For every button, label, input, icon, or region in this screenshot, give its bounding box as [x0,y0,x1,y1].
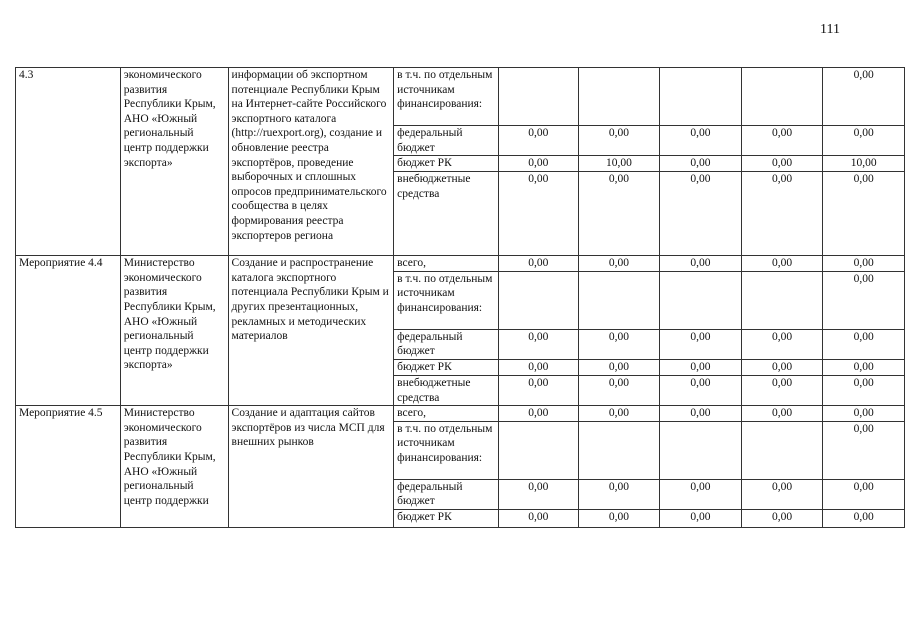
amount-cell [660,421,742,479]
amount-cell [578,271,660,329]
amount-cell: 0,00 [823,329,905,359]
amount-cell: 0,00 [823,509,905,527]
funding-source-cell: бюджет РК [394,359,499,375]
funding-source-cell: в т.ч. по отдельным источникам финансирования: [394,271,499,329]
funding-source-cell: федеральный бюджет [394,329,499,359]
amount-cell: 0,00 [823,421,905,479]
amount-cell: 0,00 [741,126,823,156]
amount-cell: 0,00 [578,256,660,272]
description-cell: информации об экспортном потенциале Республики Крым на Интернет-сайте Российского экспортного каталога (http://ruexport.org), создание и обновление реестра экспортёров, проведение выборочных и сплошных опросов предпринимательского сообщества в целях формирования реестра экспортеров региона [228,68,394,256]
amount-cell: 10,00 [578,156,660,172]
page-number: 111 [820,22,840,37]
amount-cell: 0,00 [823,172,905,256]
amount-cell: 0,00 [823,479,905,509]
funding-source-cell: бюджет РК [394,509,499,527]
amount-cell: 0,00 [823,126,905,156]
amount-cell: 0,00 [499,479,579,509]
amount-cell: 0,00 [578,329,660,359]
amount-cell: 0,00 [499,406,579,422]
event-number-cell: Мероприятие 4.5 [16,406,121,528]
amount-cell [660,68,742,126]
amount-cell [499,421,579,479]
amount-cell: 0,00 [499,172,579,256]
amount-cell: 0,00 [578,126,660,156]
amount-cell [660,271,742,329]
amount-cell: 0,00 [499,375,579,405]
amount-cell: 0,00 [741,509,823,527]
amount-cell [499,271,579,329]
amount-cell: 0,00 [660,172,742,256]
amount-cell: 0,00 [741,479,823,509]
funding-source-cell: всего, [394,256,499,272]
event-number-cell: Мероприятие 4.4 [16,256,121,406]
funding-source-cell: внебюджетные средства [394,375,499,405]
amount-cell [741,68,823,126]
amount-cell [578,421,660,479]
amount-cell: 0,00 [578,509,660,527]
amount-cell: 0,00 [660,126,742,156]
amount-cell: 0,00 [660,156,742,172]
amount-cell: 0,00 [823,375,905,405]
amount-cell: 0,00 [499,256,579,272]
table-row [16,406,905,422]
funding-source-cell: в т.ч. по отдельным источникам финансирования: [394,421,499,479]
amount-cell: 0,00 [823,406,905,422]
executor-cell: Министерство экономического развития Республики Крым, АНО «Южный региональный центр поддержки [120,406,228,528]
amount-cell [741,271,823,329]
amount-cell [499,68,579,126]
table-row [16,256,905,272]
amount-cell: 0,00 [499,156,579,172]
amount-cell: 0,00 [578,479,660,509]
amount-cell: 0,00 [660,256,742,272]
amount-cell: 0,00 [741,329,823,359]
amount-cell [578,68,660,126]
funding-source-cell: всего, [394,406,499,422]
amount-cell: 0,00 [823,256,905,272]
amount-cell: 0,00 [660,406,742,422]
funding-source-cell: бюджет РК [394,156,499,172]
amount-cell: 0,00 [660,329,742,359]
amount-cell: 0,00 [823,359,905,375]
executor-cell: Министерство экономического развития Республики Крым, АНО «Южный региональный центр поддержки экспорта» [120,256,228,406]
amount-cell: 0,00 [741,172,823,256]
amount-cell: 0,00 [578,406,660,422]
amount-cell: 0,00 [578,359,660,375]
amount-cell: 0,00 [660,509,742,527]
financing-table [15,67,905,528]
amount-cell [741,421,823,479]
amount-cell: 0,00 [578,375,660,405]
funding-source-cell: федеральный бюджет [394,126,499,156]
amount-cell: 0,00 [499,329,579,359]
amount-cell: 0,00 [660,359,742,375]
funding-source-cell: внебюджетные средства [394,172,499,256]
funding-source-cell: в т.ч. по отдельным источникам финансирования: [394,68,499,126]
table-row [16,68,905,126]
amount-cell: 0,00 [741,406,823,422]
amount-cell: 0,00 [660,375,742,405]
amount-cell: 0,00 [578,172,660,256]
event-number-cell: 4.3 [16,68,121,256]
amount-cell: 0,00 [499,359,579,375]
description-cell: Создание и распространение каталога экспортного потенциала Республики Крым и других презентационных, рекламных и методических материалов [228,256,394,406]
amount-cell: 0,00 [499,509,579,527]
amount-cell: 0,00 [660,479,742,509]
amount-cell: 0,00 [823,68,905,126]
description-cell: Создание и адаптация сайтов экспортёров из числа МСП для внешних рынков [228,406,394,528]
executor-cell: экономического развития Республики Крым, АНО «Южный региональный центр поддержки экспорта» [120,68,228,256]
amount-cell: 0,00 [741,359,823,375]
amount-cell: 0,00 [741,375,823,405]
amount-cell: 0,00 [741,156,823,172]
amount-cell: 10,00 [823,156,905,172]
amount-cell: 0,00 [499,126,579,156]
funding-source-cell: федеральный бюджет [394,479,499,509]
amount-cell: 0,00 [741,256,823,272]
amount-cell: 0,00 [823,271,905,329]
